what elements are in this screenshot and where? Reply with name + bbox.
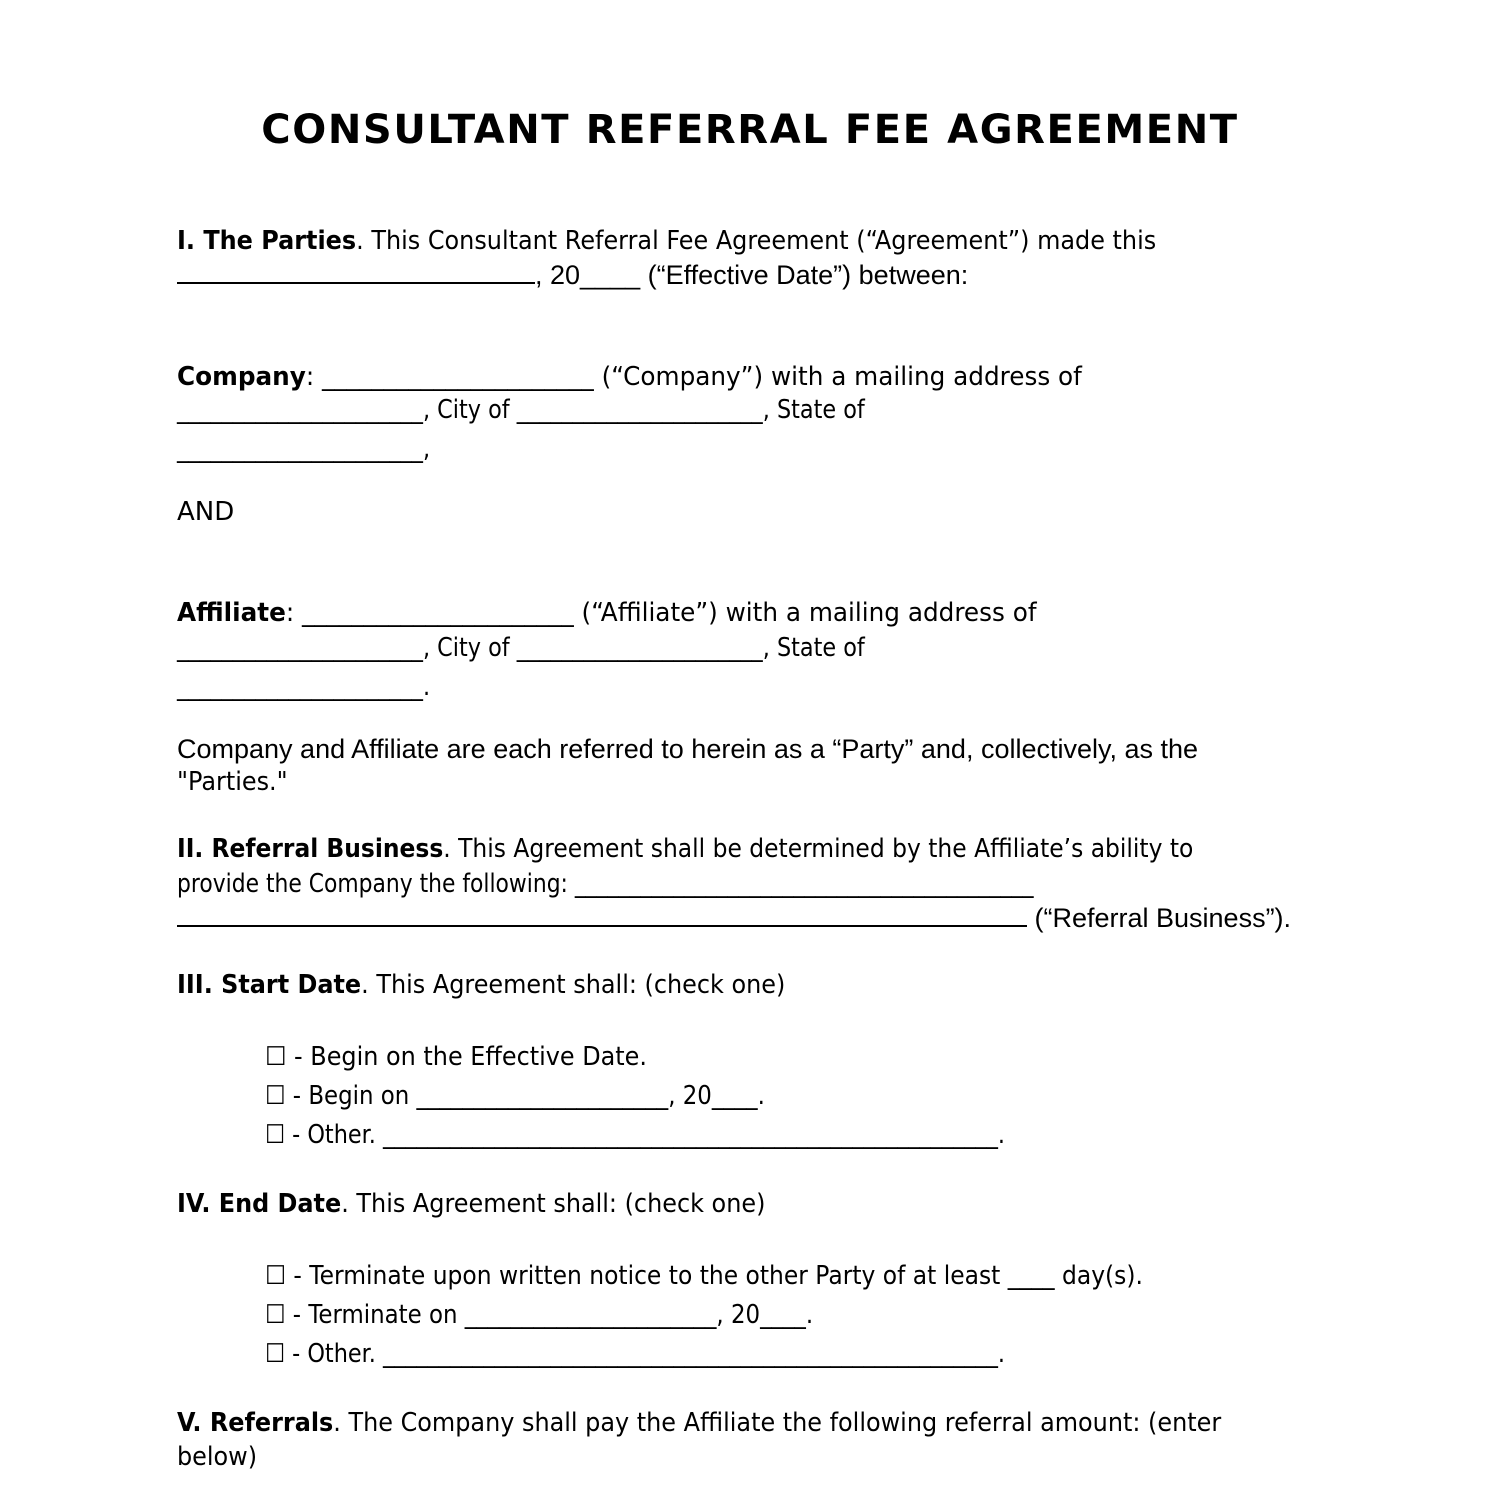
- referral-business-line-2: provide the Company the following: __________________________________________: [177, 869, 1034, 899]
- effective-date-line: [177, 258, 968, 292]
- referral-business-line-1-text: . This Agreement shall be determined by the Affiliate’s ability to: [443, 834, 1194, 864]
- effective-date-blank[interactable]: [177, 258, 535, 284]
- collective-line-1: Company and Affiliate are each referred to herein as a “Party” and, collectively, as the: [177, 734, 1199, 764]
- start-date-heading: III. Start Date: [177, 970, 362, 1000]
- start-option-other[interactable]: ☐ - Other. _______________________________________________________.: [265, 1120, 1005, 1150]
- end-option-terminate-on[interactable]: ☐ - Terminate on ______________________, 20____.: [265, 1300, 814, 1330]
- parties-heading: I. The Parties: [177, 226, 357, 256]
- referrals-line-1-text: . The Company shall pay the Affiliate the following referral amount: (enter: [333, 1408, 1222, 1438]
- end-option-other[interactable]: ☐ - Other. _______________________________________________________.: [265, 1339, 1005, 1369]
- affiliate-line-1-text: : ______________________ (“Affiliate”) with a mailing address of: [285, 598, 1037, 628]
- effective-date-text: , 20____ (“Effective Date”) between:: [535, 260, 969, 290]
- start-option-begin-on[interactable]: ☐ - Begin on ______________________, 20____.: [265, 1081, 765, 1111]
- referral-business-line-3: [177, 901, 1291, 935]
- document-title: CONSULTANT REFERRAL FEE AGREEMENT: [261, 107, 1239, 153]
- referral-business-heading: II. Referral Business: [177, 834, 444, 864]
- end-date-heading: IV. End Date: [177, 1189, 342, 1219]
- referral-business-line-1: [177, 832, 1193, 866]
- company-label: Company: [177, 362, 306, 392]
- company-line-2: ______________________, City of ______________________, State of: [177, 395, 865, 425]
- referrals-line-2: below): [177, 1442, 258, 1472]
- referral-business-blank[interactable]: [177, 901, 1027, 927]
- end-option-written-notice[interactable]: ☐ - Terminate upon written notice to the other Party of at least ____ day(s).: [265, 1261, 1143, 1291]
- start-date-intro: . This Agreement shall: (check one): [361, 970, 786, 1000]
- parties-intro-line: [177, 224, 1156, 258]
- company-line-1-text: : ______________________ (“Company”) with a mailing address of: [305, 362, 1082, 392]
- end-date-line: [177, 1187, 765, 1221]
- end-date-intro: . This Agreement shall: (check one): [341, 1189, 766, 1219]
- start-date-line: [177, 968, 785, 1002]
- company-line-1: [177, 360, 1082, 394]
- company-line-3: ______________________,: [177, 434, 431, 464]
- referral-business-line-3-text: (“Referral Business”).: [1027, 903, 1292, 933]
- affiliate-line-1: [177, 596, 1037, 630]
- affiliate-label: Affiliate: [177, 598, 286, 628]
- referrals-heading: V. Referrals: [177, 1408, 334, 1438]
- affiliate-line-2: ______________________, City of ______________________, State of: [177, 633, 865, 663]
- parties-intro: . This Consultant Referral Fee Agreement (“Agreement”) made this: [356, 226, 1157, 256]
- and-text: AND: [177, 497, 235, 527]
- referrals-line-1: [177, 1406, 1221, 1440]
- affiliate-line-3: ______________________.: [177, 672, 431, 702]
- start-option-effective-date[interactable]: ☐ - Begin on the Effective Date.: [265, 1042, 648, 1072]
- collective-line-2: "Parties.": [177, 767, 288, 797]
